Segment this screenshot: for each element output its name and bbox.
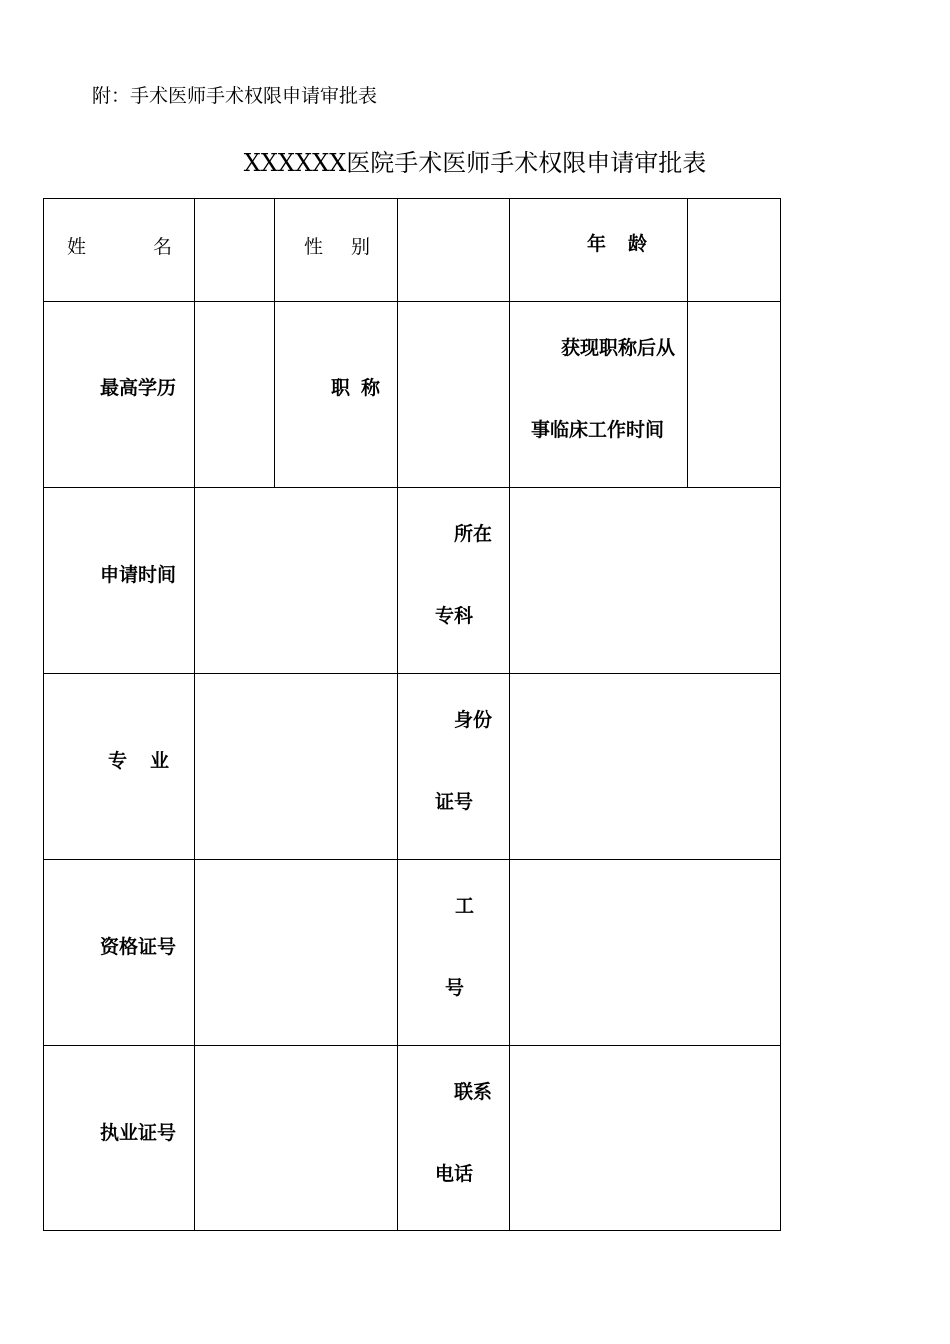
major-label-char-2: 业 <box>150 750 170 772</box>
age-field[interactable] <box>688 199 780 301</box>
professional-title-field[interactable] <box>398 302 509 487</box>
column-divider <box>274 198 275 488</box>
department-field[interactable] <box>510 488 780 673</box>
gender-label-char-2: 别 <box>351 236 371 258</box>
age-label-char-2: 龄 <box>628 233 648 255</box>
id-card-field[interactable] <box>510 674 780 859</box>
id-card-label-line-2: 证号 <box>435 791 474 813</box>
major-label-char-1: 专 <box>108 750 128 772</box>
name-label-char-1: 姓 <box>67 236 87 258</box>
employee-no-label-line-2: 号 <box>445 977 465 999</box>
professional-title-label-char-2: 称 <box>361 377 381 399</box>
license-field[interactable] <box>195 1046 397 1230</box>
apply-time-label: 申请时间 <box>100 564 177 586</box>
id-card-label-line-1: 身份 <box>454 709 493 731</box>
table-border-right <box>780 198 781 1231</box>
department-label-line-1: 所在 <box>454 523 493 545</box>
phone-label-line-1: 联系 <box>454 1081 493 1103</box>
page-title: XXXXXX医院手术医师手术权限申请审批表 <box>243 149 707 177</box>
gender-label-char-1: 性 <box>304 236 324 258</box>
age-label-char-1: 年 <box>587 233 607 255</box>
qualification-label: 资格证号 <box>100 936 177 958</box>
table-border-left <box>43 198 44 1231</box>
table-border-bottom <box>43 1230 781 1231</box>
employee-no-field[interactable] <box>510 860 780 1045</box>
name-label-char-2: 名 <box>153 236 173 258</box>
major-field[interactable] <box>195 674 397 859</box>
name-field[interactable] <box>195 199 274 301</box>
phone-label-line-2: 电话 <box>435 1163 474 1185</box>
education-label: 最高学历 <box>100 377 177 399</box>
qualification-field[interactable] <box>195 860 397 1045</box>
clinical-time-label-line-2: 事临床工作时间 <box>531 419 665 441</box>
clinical-time-field[interactable] <box>688 302 780 487</box>
gender-field[interactable] <box>398 199 509 301</box>
apply-time-field[interactable] <box>195 488 397 673</box>
education-field[interactable] <box>195 302 274 487</box>
phone-field[interactable] <box>510 1046 780 1230</box>
department-label-line-2: 专科 <box>435 605 474 627</box>
attachment-note: 附：手术医师手术权限申请审批表 <box>92 85 378 107</box>
clinical-time-label-line-1: 获现职称后从 <box>561 337 676 359</box>
employee-no-label-line-1: 工 <box>455 895 475 917</box>
license-label: 执业证号 <box>100 1122 177 1144</box>
professional-title-label-char-1: 职 <box>331 377 351 399</box>
